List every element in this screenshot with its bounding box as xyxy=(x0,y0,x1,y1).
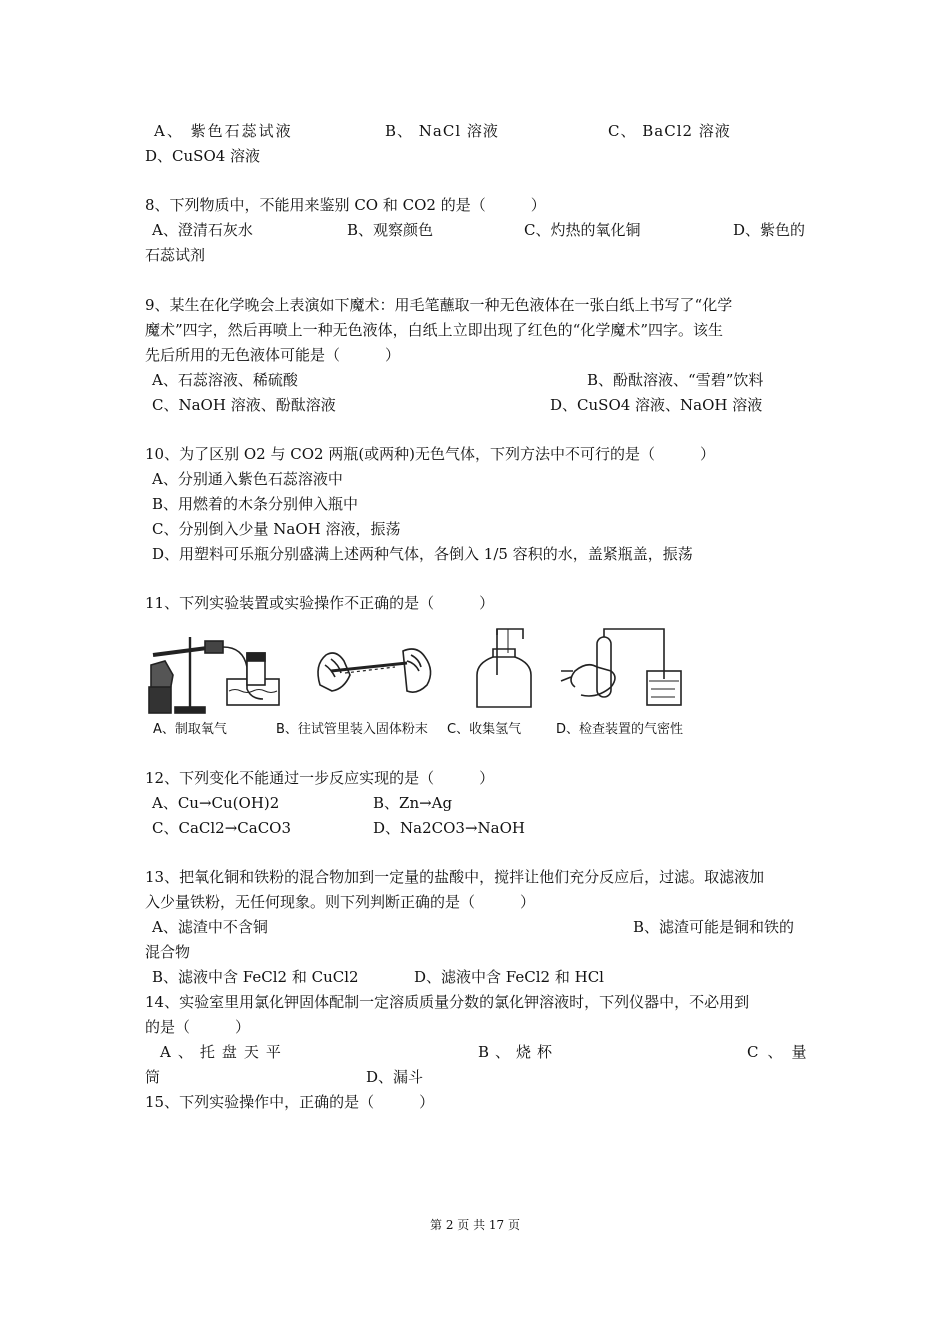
q12-stem: 12、下列变化不能通过一步反应实现的是（ ） xyxy=(145,769,495,787)
q9-stem-line3: 先后所用的无色液体可能是（ ） xyxy=(145,346,401,364)
q11-caption-c: C、收集氢气 xyxy=(447,722,522,737)
q8-option-d-cont: 石蕊试剂 xyxy=(145,246,206,264)
q7-option-d: D、CuSO4 溶液 xyxy=(145,147,261,165)
q13-option-b-cont: 混合物 xyxy=(145,943,191,961)
q14-option-c-cont: 筒 xyxy=(145,1068,161,1086)
q9-option-b: B、酚酞溶液、“雪碧”饮料 xyxy=(587,371,764,389)
q8-option-c: C、灼热的氧化铜 xyxy=(524,221,641,239)
q13-stem-line2: 入少量铁粉，无任何现象。则下列判断正确的是（ ） xyxy=(145,893,536,911)
gas-collection-bottle-drawing xyxy=(477,629,531,707)
q11-caption-a: A、制取氧气 xyxy=(153,722,227,737)
q14-option-b: B、烧杯 xyxy=(478,1043,559,1061)
q7-option-a: A、 紫色石蕊试液 xyxy=(154,122,293,140)
q12-option-c: C、CaCl2→CaCO3 xyxy=(152,819,292,837)
q15-stem: 15、下列实验操作中，正确的是（ ） xyxy=(145,1093,435,1111)
q12-option-b: B、Zn→Ag xyxy=(373,794,453,812)
page-number-footer: 第 2 页 共 17 页 xyxy=(430,1218,520,1232)
q13-option-b: B、滤渣可能是铜和铁的 xyxy=(633,918,795,936)
q9-option-d: D、CuSO4 溶液、NaOH 溶液 xyxy=(550,396,763,414)
q14-stem-line1: 14、实验室里用氯化钾固体配制一定溶质质量分数的氯化钾溶液时，下列仪器中，不必用到 xyxy=(145,993,750,1011)
q14-option-c: C、量 xyxy=(747,1043,816,1061)
lab-apparatus-drawings xyxy=(145,625,705,720)
q9-option-c: C、NaOH 溶液、酚酞溶液 xyxy=(152,396,336,414)
q7-option-b: B、 NaCl 溶液 xyxy=(385,122,499,140)
q11-stem: 11、下列实验装置或实验操作不正确的是（ ） xyxy=(145,594,495,612)
q13-option-a: A、滤渣中不含铜 xyxy=(152,918,268,936)
oxygen-setup-drawing xyxy=(149,637,279,713)
q11-caption-b: B、往试管里装入固体粉末 xyxy=(276,722,428,737)
q14-stem-line2: 的是（ ） xyxy=(145,1018,251,1036)
q14-option-d: D、漏斗 xyxy=(366,1068,424,1086)
q9-stem-line2: 魔术”四字，然后再喷上一种无色液体，白纸上立即出现了红色的“化学魔术”四字。该生 xyxy=(145,321,724,339)
q8-stem: 8、下列物质中，不能用来鉴别 CO 和 CO2 的是（ ） xyxy=(145,196,546,214)
q9-stem-line1: 9、某生在化学晚会上表演如下魔术：用毛笔蘸取一种无色液体在一张白纸上书写了“化学 xyxy=(145,296,733,314)
q11-caption-d: D、检查装置的气密性 xyxy=(556,722,684,737)
q13-option-d: D、滤液中含 FeCl2 和 HCl xyxy=(414,968,604,986)
q11-apparatus-figure xyxy=(145,625,705,740)
q10-stem: 10、为了区别 O2 与 CO2 两瓶(或两种)无色气体，下列方法中不可行的是（ ） xyxy=(145,445,716,463)
powder-loading-drawing xyxy=(318,649,431,692)
q10-option-a: A、分别通入紫色石蕊溶液中 xyxy=(152,470,343,488)
q8-option-a: A、澄清石灰水 xyxy=(152,221,253,239)
q12-option-d: D、Na2CO3→NaOH xyxy=(373,819,525,837)
q7-option-c: C、 BaCl2 溶液 xyxy=(608,122,731,140)
airtightness-check-drawing xyxy=(561,629,681,705)
q13-option-c: B、滤液中含 FeCl2 和 CuCl2 xyxy=(152,968,359,986)
q8-option-b: B、观察颜色 xyxy=(347,221,434,239)
q14-option-a: A、托盘天平 xyxy=(160,1043,288,1061)
q13-stem-line1: 13、把氧化铜和铁粉的混合物加到一定量的盐酸中，搅拌让他们充分反应后，过滤。取滤液加 xyxy=(145,868,765,886)
q10-option-c: C、分别倒入少量 NaOH 溶液，振荡 xyxy=(152,520,401,538)
q12-option-a: A、Cu→Cu(OH)2 xyxy=(152,794,280,812)
q10-option-d: D、用塑料可乐瓶分别盛满上述两种气体，各倒入 1/5 容积的水，盖紧瓶盖，振荡 xyxy=(152,545,693,563)
q8-option-d: D、紫色的 xyxy=(733,221,806,239)
q9-option-a: A、石蕊溶液、稀硫酸 xyxy=(152,371,298,389)
q10-option-b: B、用燃着的木条分别伸入瓶中 xyxy=(152,495,359,513)
